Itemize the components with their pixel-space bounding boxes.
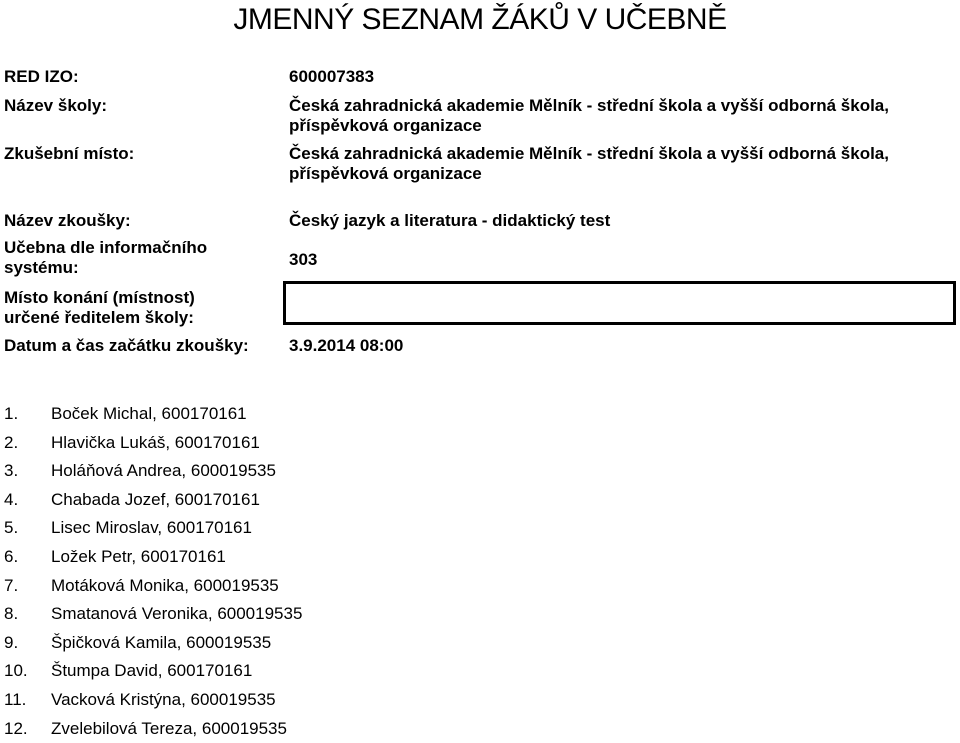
- student-item: [4, 400, 302, 429]
- exam-name-value: Český jazyk a literatura - didaktický test: [289, 211, 611, 230]
- student-entry: Hlavička Lukáš, 600170161: [51, 432, 260, 452]
- student-number: 6.: [4, 546, 19, 566]
- venue-value-box: [283, 281, 956, 325]
- student-entry: Zvelebilová Tereza, 600019535: [51, 718, 287, 738]
- student-item: [4, 457, 302, 486]
- datetime-value: 3.9.2014 08:00: [289, 336, 404, 355]
- exam-place-line2: příspěvková organizace: [289, 164, 482, 183]
- classroom-label-line1: Učebna dle informačního: [4, 238, 208, 257]
- datetime-label: Datum a čas začátku zkoušky:: [4, 336, 249, 355]
- student-number: 3.: [4, 461, 19, 481]
- red-izo-value: 600007383: [289, 67, 375, 86]
- school-name-line2: příspěvková organizace: [289, 116, 482, 135]
- student-number: 11.: [4, 689, 27, 709]
- school-name-line1: Česká zahradnická akademie Mělník - střední škola a vyšší odborná škola,: [289, 96, 889, 115]
- student-number: 12.: [4, 718, 28, 738]
- student-item: [4, 629, 302, 658]
- student-entry: Špičková Kamila, 600019535: [51, 632, 272, 652]
- student-entry: Lisec Miroslav, 600170161: [51, 518, 252, 538]
- red-izo-label: RED IZO:: [4, 67, 79, 86]
- student-number: 9.: [4, 632, 19, 652]
- student-entry: Smatanová Veronika, 600019535: [51, 604, 303, 624]
- classroom-label-line2: systému:: [4, 258, 79, 277]
- student-number: 8.: [4, 604, 19, 624]
- student-number: 1.: [4, 404, 19, 423]
- student-item: [4, 514, 302, 543]
- student-item: [4, 543, 302, 572]
- student-entry: Ložek Petr, 600170161: [51, 546, 226, 566]
- exam-name-label: Název zkoušky:: [4, 211, 131, 230]
- student-item: [4, 715, 302, 743]
- student-list: [4, 400, 302, 743]
- exam-place-line1: Česká zahradnická akademie Mělník - střední škola a vyšší odborná škola,: [289, 144, 889, 163]
- venue-label-line2: určené ředitelem školy:: [4, 308, 194, 327]
- page-title: JMENNÝ SEZNAM ŽÁKŮ V UČEBNĚ: [233, 3, 727, 36]
- student-entry: Motáková Monika, 600019535: [51, 575, 279, 595]
- student-item: [4, 657, 302, 686]
- exam-place-label: Zkušební místo:: [4, 144, 135, 163]
- student-number: 4.: [4, 489, 19, 509]
- student-item: [4, 600, 302, 629]
- student-entry: Chabada Jozef, 600170161: [51, 489, 260, 509]
- student-number: 5.: [4, 518, 19, 538]
- student-item: [4, 572, 302, 601]
- school-name-label: Název školy:: [4, 96, 107, 115]
- student-item: [4, 429, 302, 458]
- student-item: [4, 486, 302, 515]
- venue-label-line1: Místo konání (místnost): [4, 288, 195, 307]
- student-entry: Štumpa David, 600170161: [51, 661, 253, 681]
- student-entry: Boček Michal, 600170161: [51, 404, 247, 423]
- student-number: 10.: [4, 661, 28, 681]
- student-entry: Holáňová Andrea, 600019535: [51, 461, 276, 481]
- student-number: 7.: [4, 575, 19, 595]
- student-number: 2.: [4, 432, 19, 452]
- classroom-value: 303: [289, 250, 318, 269]
- student-entry: Vacková Kristýna, 600019535: [51, 689, 276, 709]
- student-item: [4, 686, 302, 715]
